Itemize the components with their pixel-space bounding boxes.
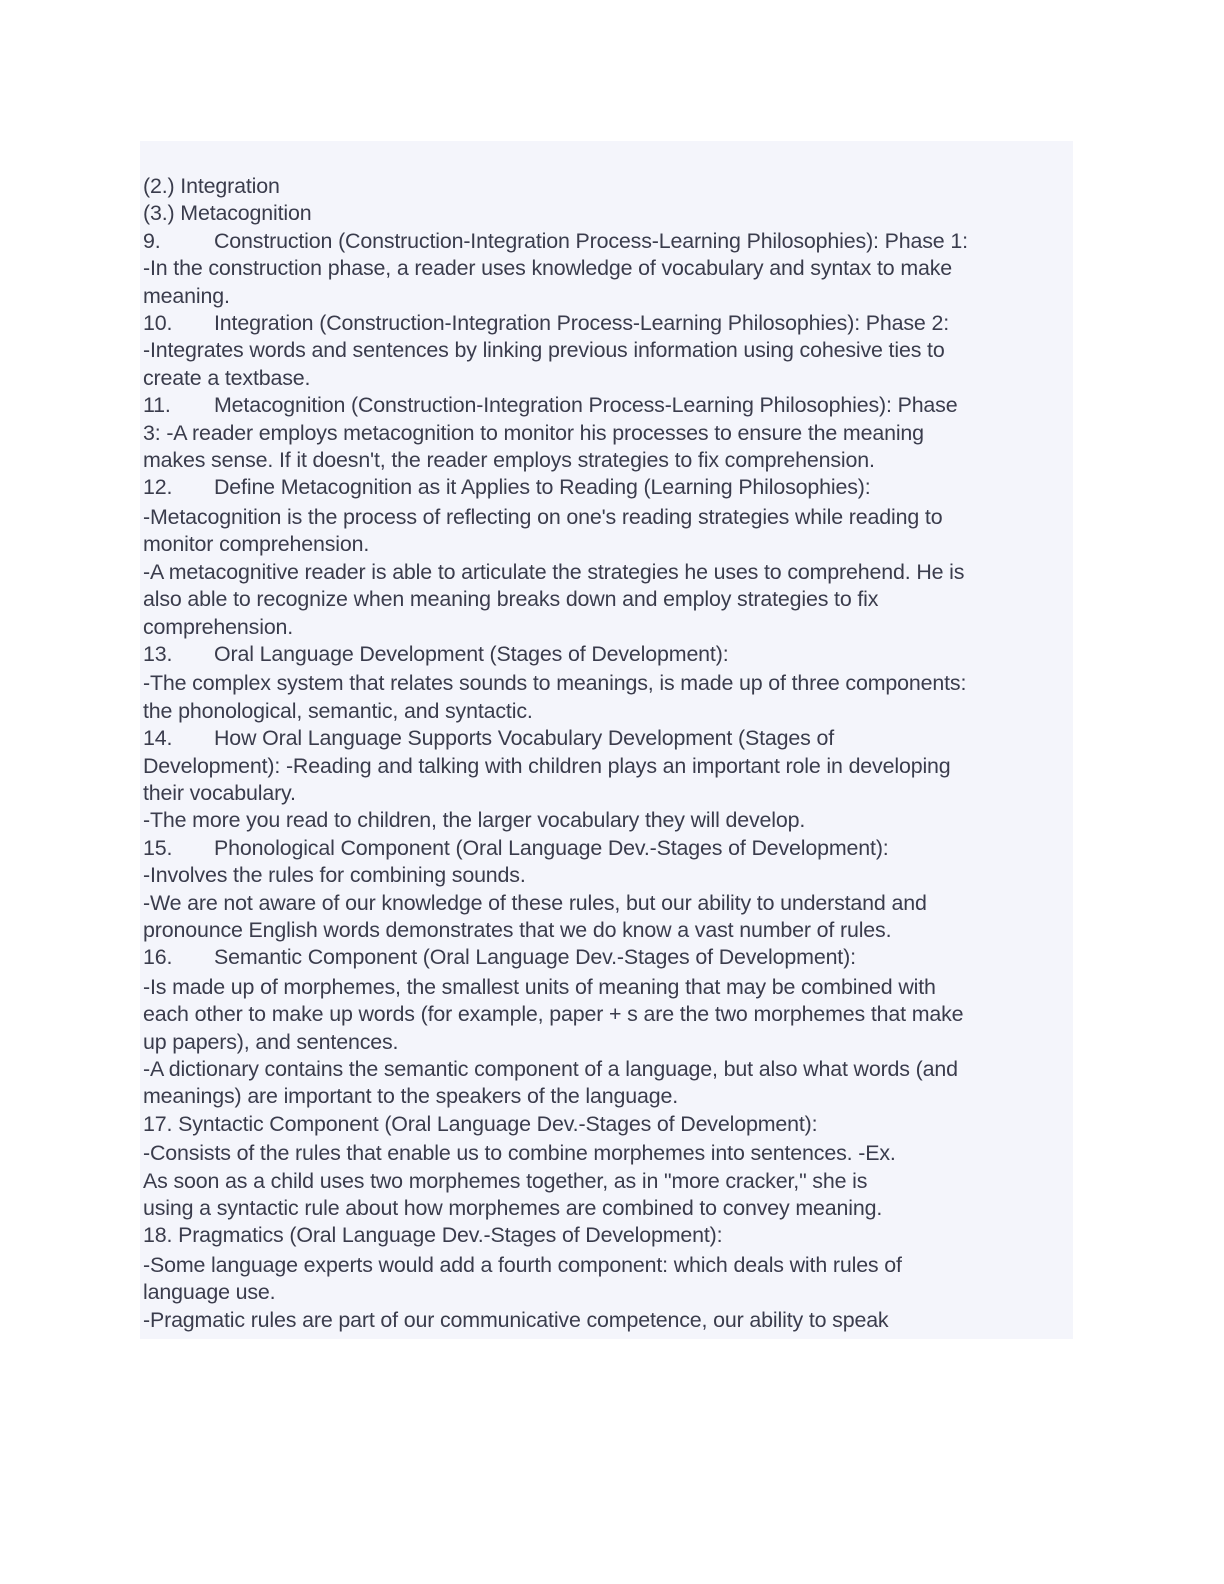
line-text: Integration (Construction-Integration Process-Learning Philosophies): Phase 2: xyxy=(214,311,950,336)
text-line xyxy=(143,310,1073,337)
item-number: 16. xyxy=(143,945,173,970)
line-text: monitor comprehension. xyxy=(143,532,370,557)
text-line xyxy=(143,255,1073,282)
text-line xyxy=(143,641,1073,668)
line-text: 3: -A reader employs metacognition to monitor his processes to ensure the meaning xyxy=(143,420,924,445)
text-line xyxy=(143,474,1073,501)
line-text: Metacognition (Construction-Integration Process-Learning Philosophies): Phase xyxy=(214,393,958,418)
text-line xyxy=(143,1056,1073,1083)
line-text: also able to recognize when meaning breaks down and employ strategies to fix xyxy=(143,587,879,612)
text-line xyxy=(143,835,1073,862)
line-text: -Metacognition is the process of reflecting on one's reading strategies while reading to xyxy=(143,504,943,529)
item-number: 13. xyxy=(143,641,173,666)
line-text: their vocabulary. xyxy=(143,780,296,805)
line-text: the phonological, semantic, and syntactic. xyxy=(143,698,533,723)
line-text: 17. Syntactic Component (Oral Language Dev.-Stages of Development): xyxy=(143,1111,818,1136)
text-line xyxy=(143,753,1073,780)
text-line xyxy=(143,974,1073,1001)
line-text: -The more you read to children, the larger vocabulary they will develop. xyxy=(143,808,806,833)
text-line xyxy=(143,1001,1073,1028)
line-text: comprehension. xyxy=(143,614,294,639)
line-text: -We are not aware of our knowledge of these rules, but our ability to understand and xyxy=(143,890,927,915)
text-line xyxy=(143,1307,1073,1334)
line-text: (3.) Metacognition xyxy=(143,201,312,226)
text-line xyxy=(143,283,1073,310)
line-text: 18. Pragmatics (Oral Language Dev.-Stages of Development): xyxy=(143,1223,723,1248)
line-text: using a syntactic rule about how morphemes are combined to convey meaning. xyxy=(143,1196,883,1221)
text-line xyxy=(143,447,1073,474)
text-line xyxy=(143,337,1073,364)
text-line xyxy=(143,890,1073,917)
line-text: each other to make up words (for example, paper + s are the two morphemes that make xyxy=(143,1002,964,1027)
line-text: Development): -Reading and talking with children plays an important role in developing xyxy=(143,753,951,778)
text-line xyxy=(143,1111,1073,1138)
item-number: 12. xyxy=(143,475,173,500)
text-line xyxy=(143,173,1073,200)
document-text-block xyxy=(140,141,1073,1339)
line-text: up papers), and sentences. xyxy=(143,1029,399,1054)
line-text: -Is made up of morphemes, the smallest units of meaning that may be combined with xyxy=(143,974,936,999)
text-line xyxy=(143,1279,1073,1306)
text-line xyxy=(143,780,1073,807)
text-line xyxy=(143,559,1073,586)
text-line xyxy=(143,1222,1073,1249)
line-text: language use. xyxy=(143,1280,276,1305)
line-text: meanings) are important to the speakers of the language. xyxy=(143,1084,679,1109)
line-text: -Integrates words and sentences by linking previous information using cohesive ties to xyxy=(143,338,945,363)
text-line xyxy=(143,200,1073,227)
line-text: Semantic Component (Oral Language Dev.-Stages of Development): xyxy=(214,945,856,970)
line-text: -Consists of the rules that enable us to combine morphemes into sentences. -Ex. xyxy=(143,1141,896,1166)
line-text: -A dictionary contains the semantic component of a language, but also what words (and xyxy=(143,1057,958,1081)
item-number: 14. xyxy=(143,726,173,751)
text-line xyxy=(143,392,1073,419)
line-text: Construction (Construction-Integration Process-Learning Philosophies): Phase 1: xyxy=(214,228,968,253)
line-text: -The complex system that relates sounds to meanings, is made up of three components: xyxy=(143,671,967,696)
line-text: -A metacognitive reader is able to articulate the strategies he uses to comprehend. He is xyxy=(143,559,965,584)
text-line xyxy=(143,807,1073,834)
line-text: -In the construction phase, a reader uses knowledge of vocabulary and syntax to make xyxy=(143,256,953,281)
line-text: How Oral Language Supports Vocabulary Development (Stages of xyxy=(214,726,835,751)
item-number: 10. xyxy=(143,311,173,336)
text-line xyxy=(143,228,1073,255)
text-line xyxy=(143,586,1073,613)
line-text: pronounce English words demonstrates that we do know a vast number of rules. xyxy=(143,917,892,942)
text-line xyxy=(143,531,1073,558)
item-number: 11. xyxy=(143,393,171,418)
line-text: As soon as a child uses two morphemes together, as in "more cracker," she is xyxy=(143,1168,868,1193)
text-line xyxy=(143,698,1073,725)
line-text: meaning. xyxy=(143,283,230,308)
text-line xyxy=(143,670,1073,697)
text-line xyxy=(143,614,1073,641)
text-line xyxy=(143,504,1073,531)
text-line xyxy=(143,917,1073,944)
text-line xyxy=(143,420,1073,447)
text-line xyxy=(143,1168,1073,1195)
text-line xyxy=(143,1140,1073,1167)
text-line xyxy=(143,1029,1073,1056)
line-text: Oral Language Development (Stages of Development): xyxy=(214,641,729,666)
line-text: -Involves the rules for combining sounds. xyxy=(143,863,526,888)
text-line xyxy=(143,365,1073,392)
text-line xyxy=(143,725,1073,752)
text-line xyxy=(143,862,1073,889)
line-text: Define Metacognition as it Applies to Reading (Learning Philosophies): xyxy=(214,475,871,500)
line-text: -Some language experts would add a fourth component: which deals with rules of xyxy=(143,1252,902,1277)
item-number: 15. xyxy=(143,835,173,860)
item-number: 9. xyxy=(143,228,161,253)
line-text: makes sense. If it doesn't, the reader employs strategies to fix comprehension. xyxy=(143,448,875,473)
line-text: Phonological Component (Oral Language Dev.-Stages of Development): xyxy=(214,835,889,860)
text-line xyxy=(143,1252,1073,1279)
line-text: (2.) Integration xyxy=(143,174,280,198)
text-line xyxy=(143,944,1073,971)
text-line xyxy=(143,1195,1073,1222)
line-text: create a textbase. xyxy=(143,365,311,390)
text-line xyxy=(143,1083,1073,1110)
line-text: -Pragmatic rules are part of our communicative competence, our ability to speak xyxy=(143,1307,889,1332)
